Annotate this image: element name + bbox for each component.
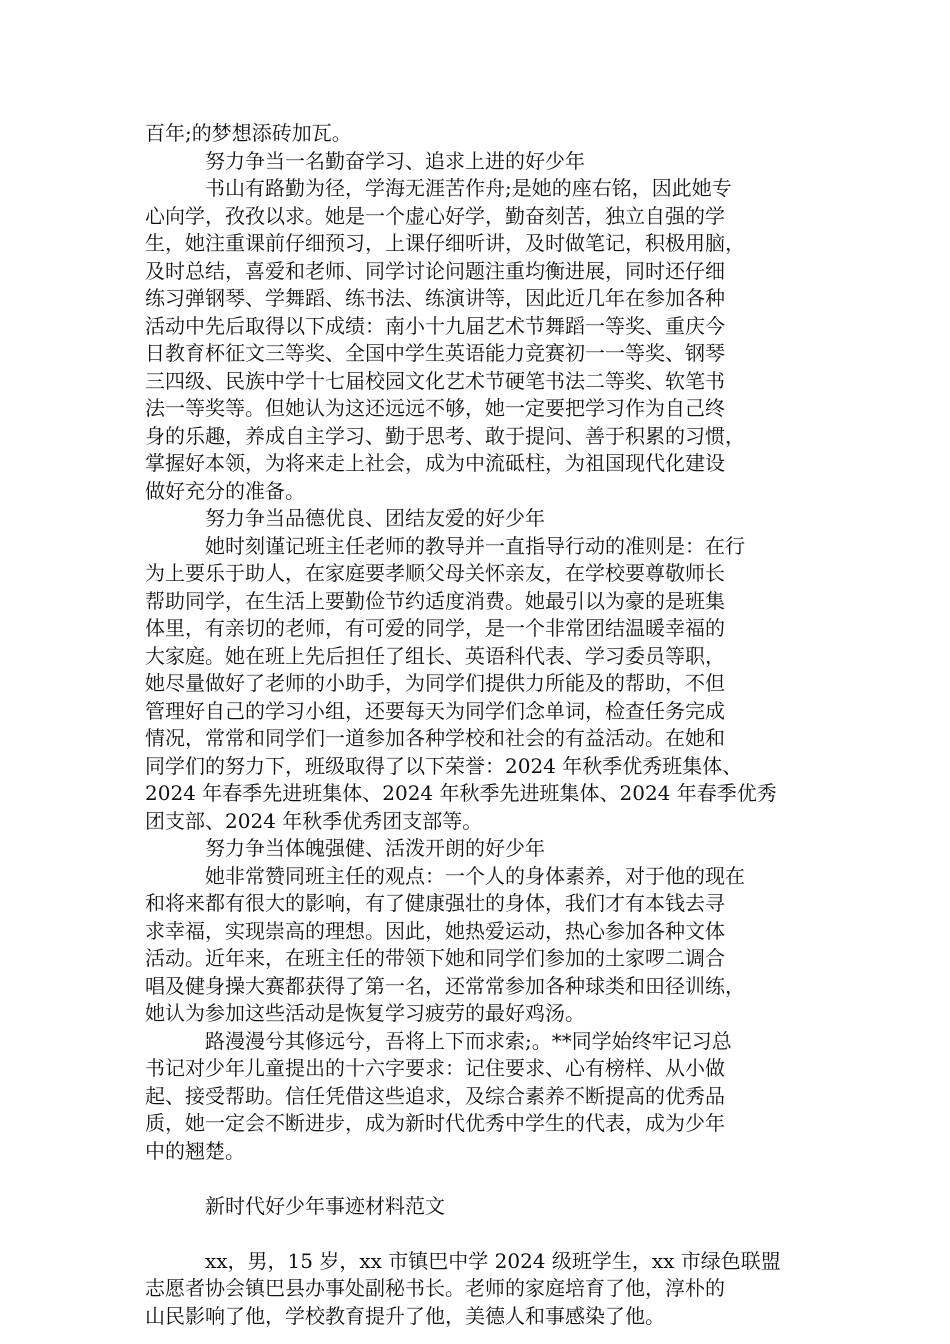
text-line: 她尽量做好了老师的小助手，为同学们提供力所能及的帮助，不但 [145, 671, 725, 695]
text-line: 活动。近年来，在班主任的带领下她和同学们参加的土家啰二调合 [145, 946, 725, 970]
text-line: 求幸福，实现崇高的理想。因此，她热爱运动，热心参加各种文体 [145, 918, 725, 943]
document-body [145, 120, 815, 1330]
text-line: 她时刻谨记班主任老师的教导并一直指导行动的准则是：在行 [205, 533, 745, 558]
text-line: 同学们的努力下，班级取得了以下荣誉：2024 年秋季优秀班集体、 [145, 753, 743, 778]
text-line: 情况，常常和同学们一道参加各种学校和社会的有益活动。在她和 [145, 726, 725, 750]
text-line: 大家庭。她在班上先后担任了组长、英语科代表、学习委员等职， [145, 643, 725, 668]
text-line: 中的翘楚。 [145, 1138, 245, 1163]
text-line: 三四级、民族中学十七届校园文化艺术节硬笔书法二等奖、软笔书 [145, 368, 725, 393]
text-line: 书记对少年儿童提出的十六字要求：记住要求、心有榜样、从小做 [145, 1056, 725, 1080]
text-line: 生，她注重课前仔细预习，上课仔细听讲，及时做笔记，积极用脑， [145, 231, 745, 255]
text-line: 2024 年春季先进班集体、2024 年秋季先进班集体、2024 年春季优秀 [145, 781, 777, 805]
text-line: xx，男，15 岁，xx 市镇巴中学 2024 级班学生，xx 市绿色联盟 [205, 1248, 781, 1273]
text-line: 书山有路勤为径，学海无涯苦作舟;是她的座右铭，因此她专 [205, 176, 732, 200]
text-line: 帮助同学，在生活上要勤俭节约适度消费。她最引以为豪的是班集 [145, 588, 725, 613]
text-line: 活动中先后取得以下成绩：南小十九届艺术节舞蹈一等奖、重庆今 [145, 313, 725, 338]
section-heading: 努力争当体魄强健、活泼开朗的好少年 [205, 836, 545, 860]
blank-line [145, 1165, 815, 1193]
text-line: 管理好自己的学习小组，还要每天为同学们念单词，检查任务完成 [145, 698, 725, 723]
text-line: 她非常赞同班主任的观点：一个人的身体素养，对于他的现在 [205, 863, 745, 888]
text-line: 做好充分的准备。 [145, 478, 305, 503]
text-line: 质，她一定会不断进步，成为新时代优秀中学生的代表，成为少年 [145, 1111, 725, 1135]
text-line: 及时总结，喜爱和老师、同学讨论问题注重均衡进展，同时还仔细 [145, 258, 725, 283]
text-line: 身的乐趣，养成自主学习、勤于思考、敢于提问、善于积累的习惯， [145, 423, 745, 448]
text-line: 练习弹钢琴、学舞蹈、练书法、练演讲等，因此近几年在参加各种 [145, 286, 725, 310]
section-heading: 努力争当品德优良、团结友爱的好少年 [205, 506, 545, 530]
text-line: 百年;的梦想添砖加瓦。 [145, 121, 352, 145]
text-line: 志愿者协会镇巴县办事处副秘书长。老师的家庭培育了他，淳朴的 [145, 1276, 725, 1300]
article-title: 新时代好少年事迹材料范文 [205, 1193, 445, 1218]
text-line: 掌握好本领，为将来走上社会，成为中流砥柱，为祖国现代化建设 [145, 451, 725, 475]
text-line: 日教育杯征文三等奖、全国中学生英语能力竞赛初一一等奖、钢琴 [145, 341, 725, 365]
blank-line [145, 1220, 815, 1248]
text-line: 山民影响了他，学校教育提升了他，美德人和事感染了他。 [145, 1303, 665, 1328]
section-heading: 努力争当一名勤奋学习、追求上进的好少年 [205, 148, 585, 173]
text-line: 路漫漫兮其修远兮，吾将上下而求索;。**同学始终牢记习总 [205, 1028, 732, 1053]
text-line: 唱及健身操大赛都获得了第一名，还常常参加各种球类和田径训练， [145, 973, 745, 998]
text-line: 心向学，孜孜以求。她是一个虚心好学，勤奋刻苦，独立自强的学 [145, 203, 725, 228]
text-line: 她认为参加这些活动是恢复学习疲劳的最好鸡汤。 [145, 1001, 585, 1025]
text-line: 法一等奖等。但她认为这还远远不够，她一定要把学习作为自己终 [145, 396, 725, 420]
text-line: 起、接受帮助。信任凭借这些追求，及综合素养不断提高的优秀品 [145, 1083, 725, 1108]
text-line: 体里，有亲切的老师，有可爱的同学，是一个非常团结温暖幸福的 [145, 616, 725, 640]
text-line: 团支部、2024 年秋季优秀团支部等。 [145, 808, 483, 833]
text-line: 为上要乐于助人，在家庭要孝顺父母关怀亲友，在学校要尊敬师长 [145, 561, 725, 585]
text-line: 和将来都有很大的影响，有了健康强壮的身体，我们才有本钱去寻 [145, 891, 725, 915]
